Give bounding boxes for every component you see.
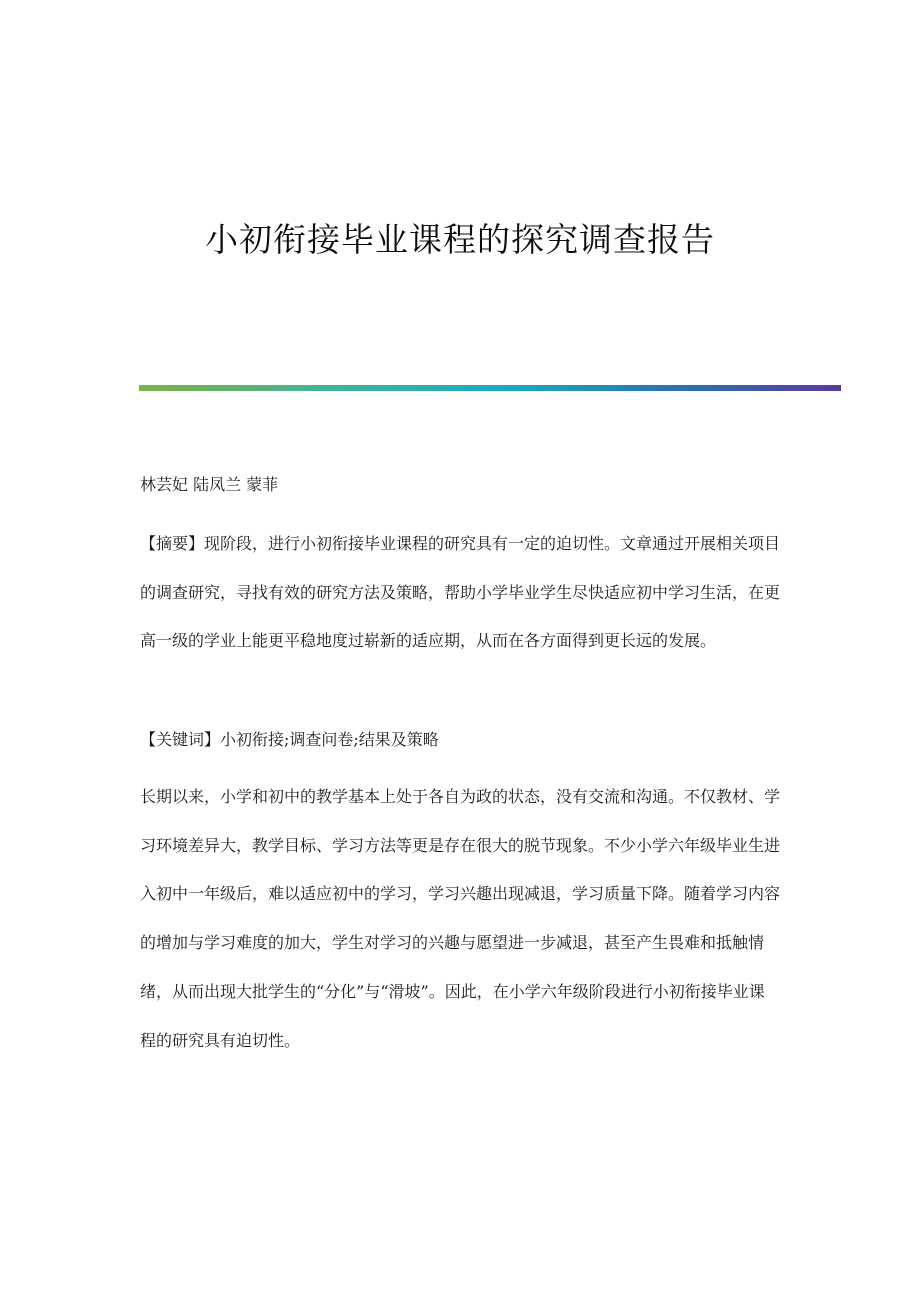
body-paragraph: 长期以来，小学和初中的教学基本上处于各自为政的状态，没有交流和沟通。不仅教材、学习环境差异大，教学目标、学习方法等更是存在很大的脱节现象。不少小学六年级毕业生进入初中一年级后，难以适应初中的学习，学习兴趣出现减退，学习质量下降。随着学习内容的增加与学习难度的加大，学生对学习的兴趣与愿望进一步减退，甚至产生畏难和抵触情绪，从而出现大批学生的“分化”与“滑坡”。因此，在小学六年级阶段进行小初衔接毕业课程的研究具有迫切性。 <box>140 787 781 1050</box>
title-divider <box>139 385 841 391</box>
abstract-paragraph: 【摘要】现阶段，进行小初衔接毕业课程的研究具有一定的迫切性。文章通过开展相关项目的调查研究，寻找有效的研究方法及策略，帮助小学毕业学生尽快适应初中学习生活，在更高一级的学业上能更平稳地度过崭新的适应期，从而在各方面得到更长远的发展。 <box>140 534 781 650</box>
authors-line: 林芸妃 陆凤兰 蒙菲 <box>140 475 279 494</box>
document-title: 小初衔接毕业课程的探究调查报告 <box>205 220 715 259</box>
keywords-line: 【关键词】小初衔接;调查问卷;结果及策略 <box>140 730 439 749</box>
